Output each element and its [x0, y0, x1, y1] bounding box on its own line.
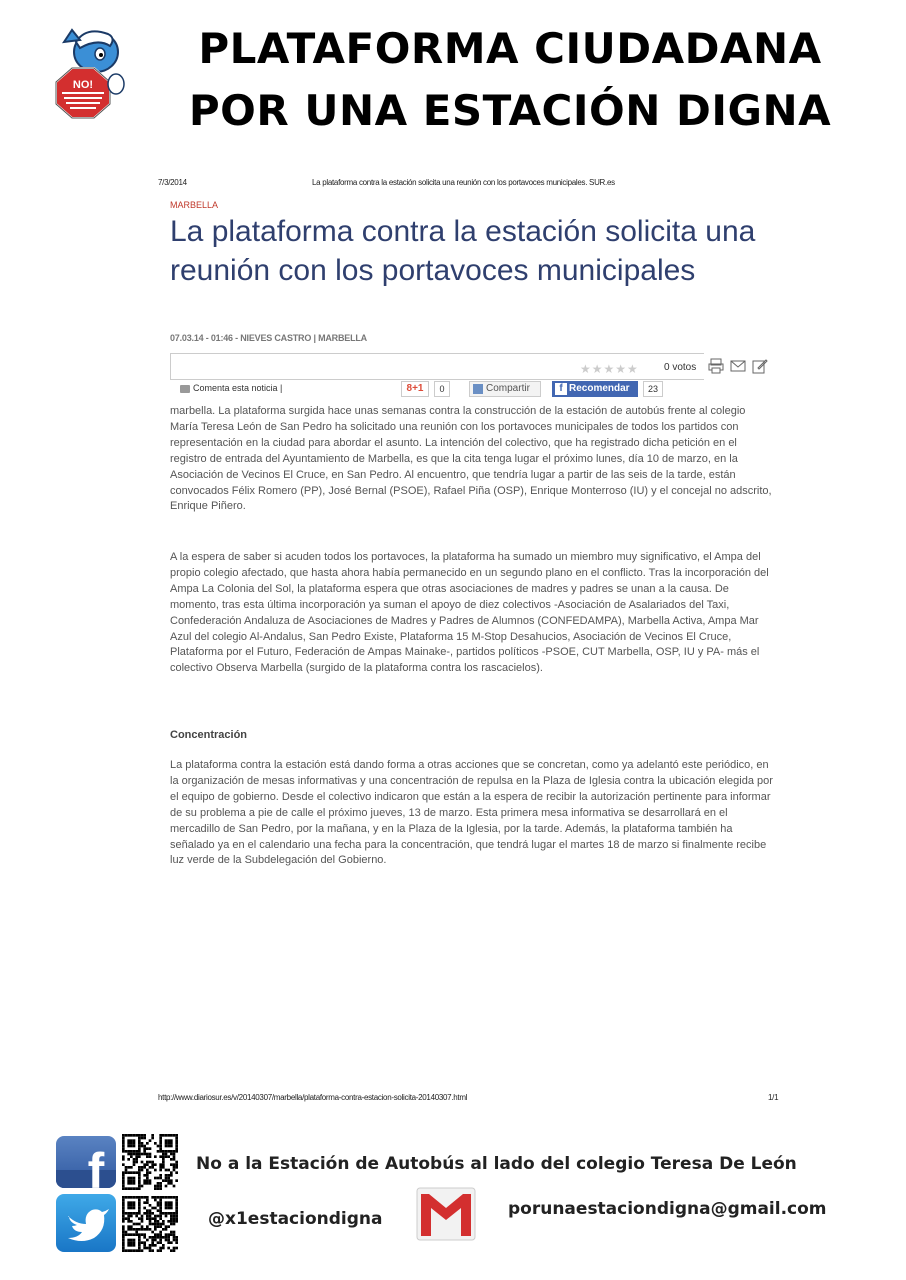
google-plus-count: 0: [434, 381, 450, 397]
rating-stars[interactable]: ★★★★★: [580, 362, 639, 376]
article-paragraph: A la espera de saber si acuden todos los portavoces, la plataforma ha sumado un miembro muy significativo, el Ampa del propio colegio afectado, que hasta ahora había permanecido en un segundo plano en el conflicto. Tras la incorporación del Ampa La Colonia del Sol, la plataforma espera que otras asociaciones de madres y padres se unan a la causa. De momento, tras esta última incorporación ya suman el apoyo de diez colectivos -Asociación de Asalariados del Taxi, Confederación Andaluza de Asociaciones de Madres y Padres de Alumnos (CONFEDAMPA), Marbella Activa, Ampa Mar Azul del colegio Al-Andalus, San Pedro Existe, Plataforma 15 M-Stop Desahucios, Asociación de Vecinos El Cruce, Plataforma por el Futuro, Federación de Ampas Mainake-, partidos políticos -PSOE, CUT Marbella, OSP, IU y PA- más el colectivo Observa Marbella (surgido de la plataforma contra los rascacielos).: [170, 551, 769, 675]
share-icon: [473, 384, 483, 394]
print-icon[interactable]: [708, 358, 724, 374]
facebook-recommend-count: 23: [643, 381, 663, 397]
platform-logo: [46, 24, 132, 124]
footer-slogan: No a la Estación de Autobús al lado del colegio Teresa De León: [196, 1154, 797, 1174]
article-paragraph: marbella. La plataforma surgida hace unas semanas contra la construcción de la estación de autobús frente al colegio María Teresa León de San Pedro ha solicitado una reunión con los portavoces municipales de todos los partidos con representación en la ciudad para abordar el asunto. La intención del colectivo, que ha registrado dicha petición en el registro de entrada del Ayuntamiento de Marbella, es que la cita tenga lugar el próximo lunes, día 10 de marzo, en la Asociación de Vecinos El Cruce, en San Pedro. Al encuentro, que tendría lugar a partir de las seis de la tarde, están convocados Félix Romero (PP), José Bernal (PSOE), Rafael Piña (OSP), Enrique Monterroso (IU) y el concejal no adscrito, Enrique Piñero.: [170, 405, 772, 513]
header-title-line-2: POR UNA ESTACIÓN DIGNA: [188, 86, 832, 135]
article-paragraph: La plataforma contra la estación está dando forma a otras acciones que se concretan, como ya adelantó este periódico, en la organización de mesas informativas y una concentración de repulsa en la Plaza de Iglesia contra la ubicación elegida por el equipo de gobierno. Desde el colectivo indicaron que están a la espera de recibir la autorización pertinente para informar de su problema a pie de calle el próximo jueves, 13 de marzo. Esta primera mesa informativa se desarrollará en el mercadillo de San Pedro, por la mañana, y en la Plaza de la Iglesia, por la tarde. Además, la plataforma también ha señalado ya en el calendario una fecha para la concentración, que tendrá lugar el martes 18 de marzo si finalmente recibe luz verde de la Subdelegación del Gobierno.: [170, 759, 773, 867]
qr-code-icon: [122, 1134, 178, 1190]
svg-text:f: f: [87, 1143, 105, 1188]
print-url: http://www.diariosur.es/v/20140307/marbella/plataforma-contra-estacion-solicita-20140307.html: [158, 1093, 468, 1102]
logo-sign-text: NO!: [72, 79, 94, 91]
qr-code-icon: [122, 1196, 178, 1252]
edit-icon[interactable]: [752, 358, 768, 374]
contact-email[interactable]: porunaestaciondigna@gmail.com: [508, 1199, 827, 1219]
comment-icon: [180, 385, 190, 393]
twitter-logo-icon[interactable]: [56, 1194, 116, 1252]
print-date: 7/3/2014: [158, 178, 187, 187]
print-page-number: 1/1: [768, 1093, 779, 1102]
facebook-logo-icon[interactable]: [56, 1136, 116, 1188]
comment-link[interactable]: Comenta esta noticia |: [193, 383, 283, 393]
article-byline: 07.03.14 - 01:46 - NIEVES CASTRO | MARBELLA: [170, 333, 367, 343]
facebook-icon: f: [555, 383, 567, 395]
article-subheading: Concentración: [170, 729, 248, 741]
section-label[interactable]: MARBELLA: [170, 200, 219, 210]
facebook-recommend-button[interactable]: Recomendar: [552, 381, 638, 397]
email-icon[interactable]: [730, 358, 746, 374]
share-button[interactable]: Compartir: [469, 381, 541, 397]
google-plus-button[interactable]: 8+1: [401, 381, 429, 397]
twitter-handle[interactable]: @x1estaciondigna: [208, 1209, 383, 1229]
article-headline: La plataforma contra la estación solicita una reunión con los portavoces municipales: [170, 215, 756, 287]
header-title-line-1: PLATAFORMA CIUDADANA: [198, 24, 822, 73]
gmail-logo-icon[interactable]: [415, 1186, 477, 1242]
votes-count: 0 votos: [664, 362, 697, 373]
print-page-title: La plataforma contra la estación solicita una reunión con los portavoces municipales. SUR.es: [312, 178, 615, 187]
